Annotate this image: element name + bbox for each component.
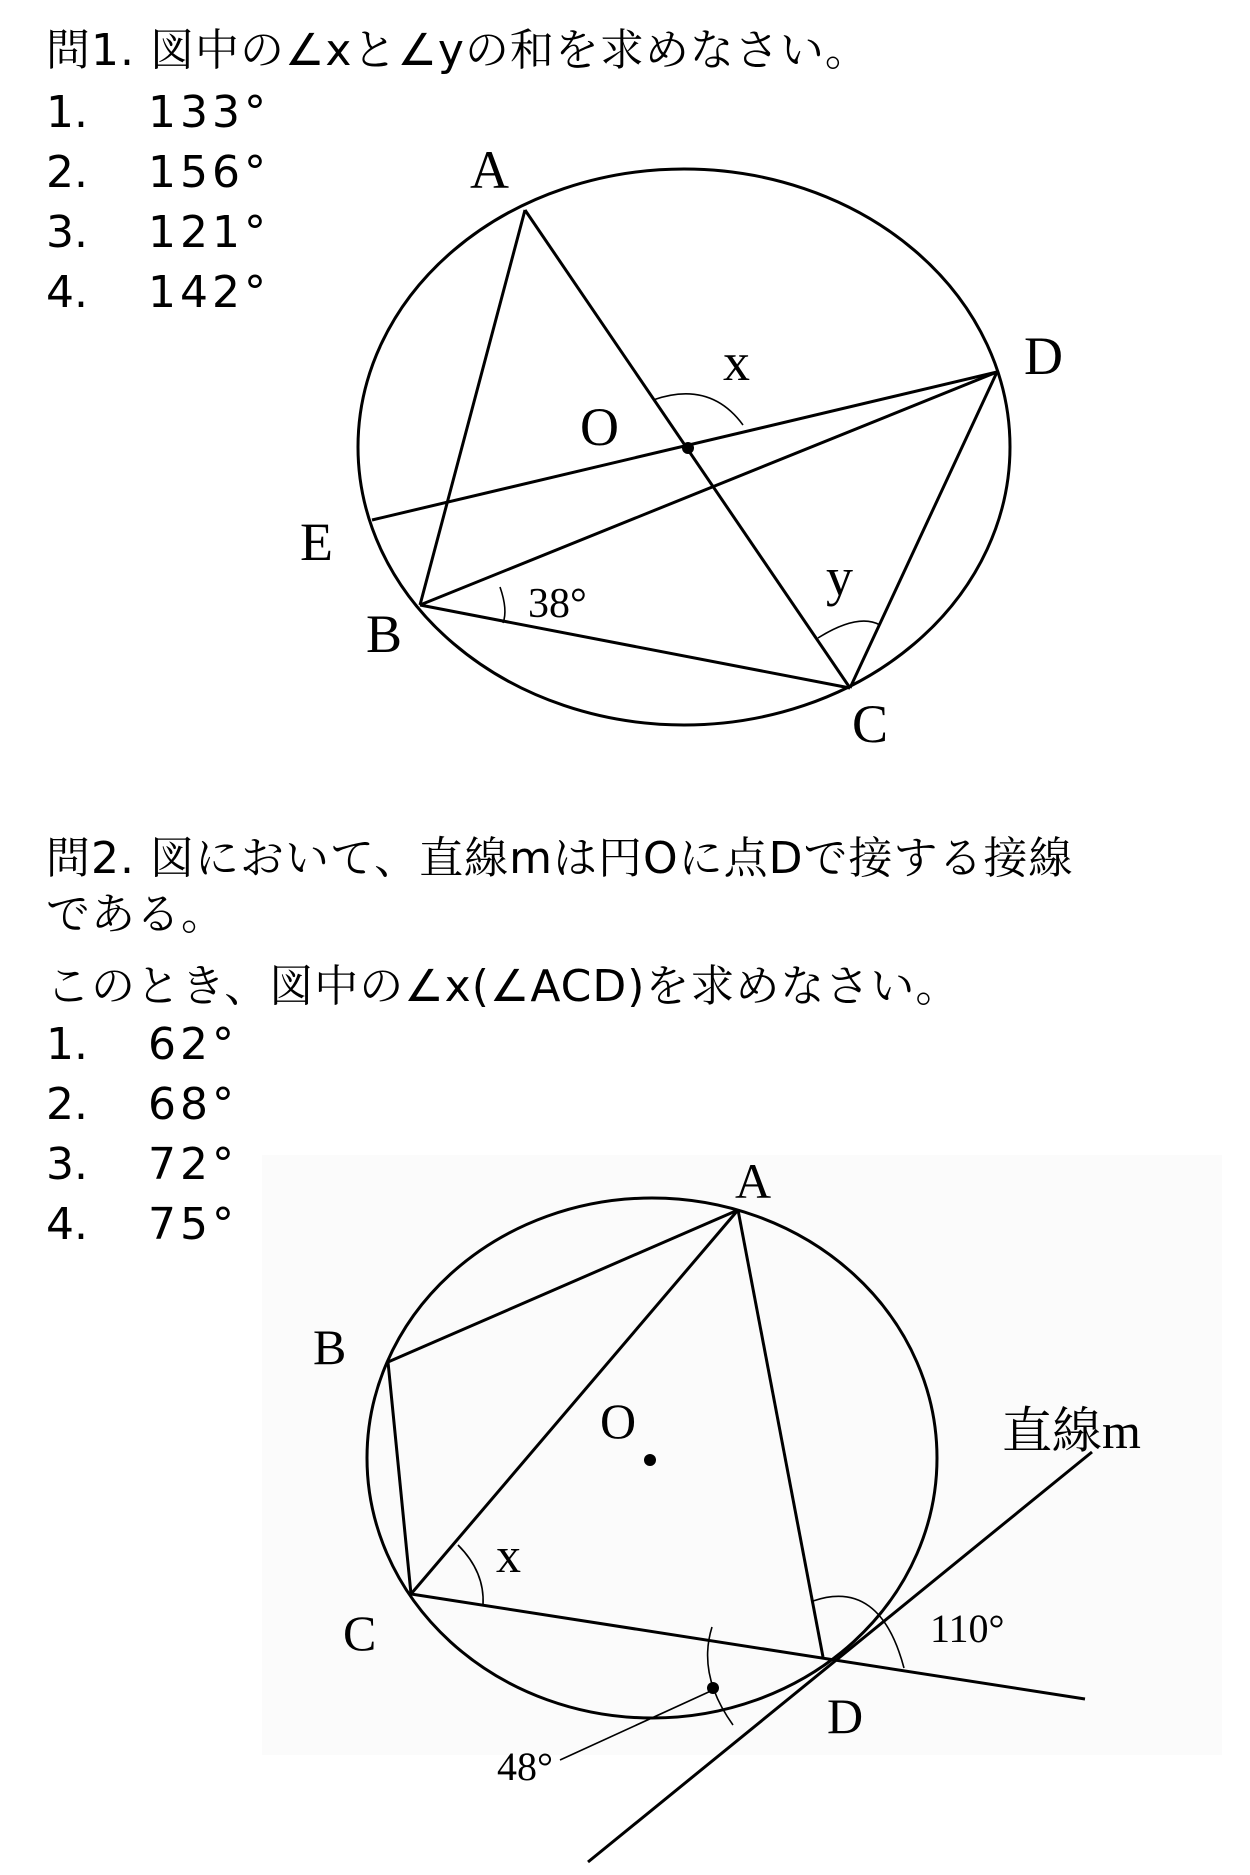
q1-choice-2-num: 2. <box>46 147 88 198</box>
q1-label-A: A <box>470 140 509 200</box>
q2-arc-x <box>458 1545 483 1605</box>
q2-choice-3-value: 72° <box>148 1139 238 1190</box>
q2-choice-4-num: 4. <box>46 1199 88 1250</box>
q2-prompt-line2: である。 <box>46 889 226 940</box>
q1-choice-1-num: 1. <box>46 87 88 138</box>
q2-label-B: B <box>313 1319 347 1375</box>
q2-choice-2-num: 2. <box>46 1079 88 1130</box>
q2-label-x: x <box>496 1527 521 1583</box>
q2-label-line-m: 直線m <box>1002 1403 1141 1459</box>
q1-label-B: B <box>366 604 403 664</box>
q2-choice-3-num: 3. <box>46 1139 88 1190</box>
q1-choice-4-num: 4. <box>46 267 88 318</box>
q2-segment-BC <box>388 1362 411 1594</box>
q2-choice-1-value: 62° <box>148 1019 238 1070</box>
q2-leader-48 <box>560 1690 713 1760</box>
q2-label-48deg: 48° <box>497 1744 553 1789</box>
q2-label-O: O <box>600 1393 637 1449</box>
q2-tangent-line-m <box>588 1452 1092 1862</box>
q2-label-D: D <box>827 1688 864 1744</box>
q1-label-C: C <box>852 694 889 754</box>
q1-choice-4-value: 142° <box>148 267 270 318</box>
q1-choice-3-value: 121° <box>148 207 270 258</box>
q2-choice-4-value: 75° <box>148 1199 238 1250</box>
q2-label-A: A <box>735 1153 772 1209</box>
q1-choice-2-value: 156° <box>148 147 270 198</box>
q2-prompt-line1: 問2. 図において、直線mは円Oに点Dで接する接線 <box>46 833 1074 884</box>
q1-label-y: y <box>826 547 853 607</box>
q1-label-x: x <box>723 332 750 392</box>
q2-choice-2-value: 68° <box>148 1079 238 1130</box>
q2-angle-marker-point <box>707 1682 719 1694</box>
q1-choice-3-num: 3. <box>46 207 88 258</box>
q1-label-E: E <box>300 512 333 572</box>
q1-label-D: D <box>1024 326 1063 386</box>
q1-prompt: 問1. 図中の∠xと∠yの和を求めなさい。 <box>46 25 870 76</box>
q2-label-110deg: 110° <box>930 1606 1005 1651</box>
q2-segment-AD <box>738 1210 823 1657</box>
q2-center-point <box>644 1454 656 1466</box>
q1-choice-1-value: 133° <box>148 87 270 138</box>
q2-prompt-line3: このとき、図中の∠x(∠ACD)を求めなさい。 <box>46 961 961 1012</box>
q1-label-38deg: 38° <box>528 581 587 627</box>
q2-choice-1-num: 1. <box>46 1019 88 1070</box>
q2-segment-AB <box>388 1210 738 1362</box>
q2-label-C: C <box>343 1605 377 1661</box>
q1-label-O: O <box>580 397 619 457</box>
